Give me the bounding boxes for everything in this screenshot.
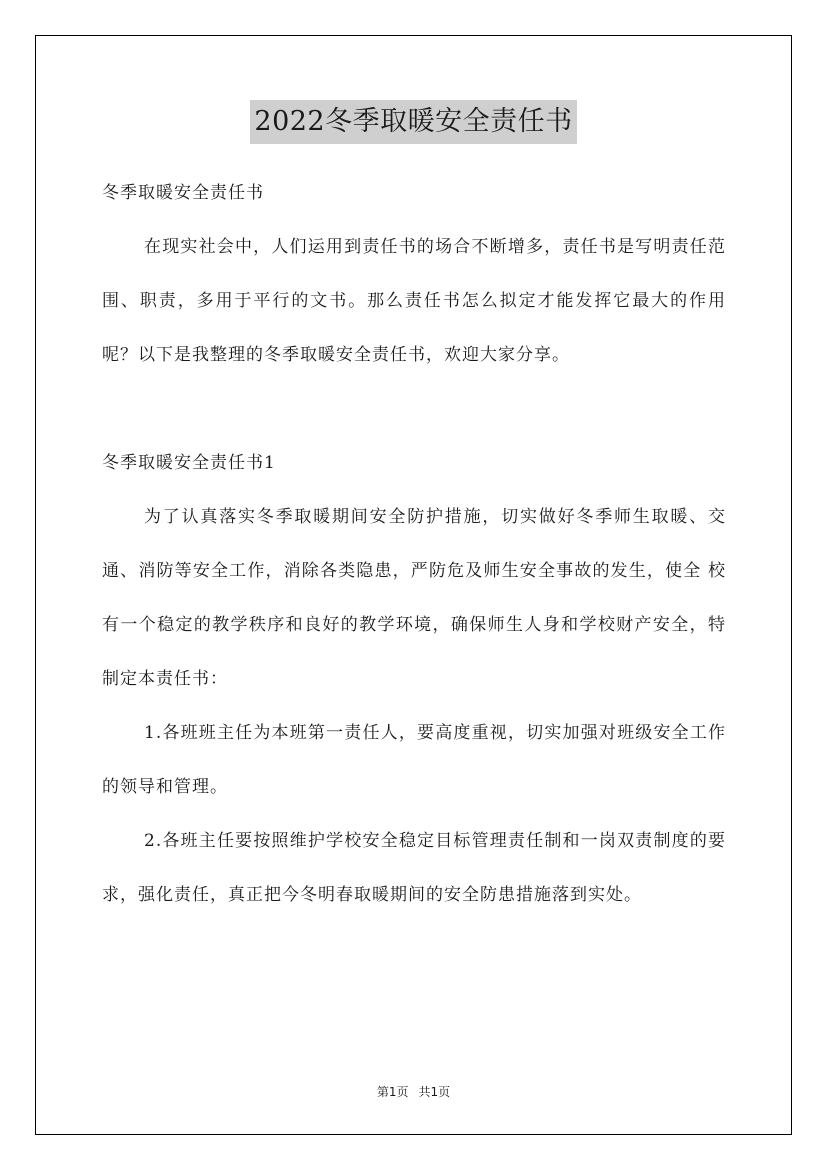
body-paragraph: 为了认真落实冬季取暖期间安全防护措施，切实做好冬季师生取暖、交通、消防等安全工作，消除各类隐患，严防危及师生安全事故的发生，使全 校有一个稳定的教学秩序和良好的教学环境，确保师生人身和学校财产安全，特制定本责任书：	[102, 507, 726, 689]
document-body	[102, 166, 726, 922]
intro-paragraph: 在现实社会中，人们运用到责任书的场合不断增多，责任书是写明责任范围、职责，多用于平行的文书。那么责任书怎么拟定才能发挥它最大的作用呢？以下是我整理的冬季取暖安全责任书，欢迎大家分享。	[102, 237, 726, 365]
page-number: 第1页	[376, 1085, 409, 1099]
list-item-2: 2.各班主任要按照维护学校安全稳定目标管理责任制和一岗双责制度的要求，强化责任，真正把今冬明春取暖期间的安全防患措施落到实处。	[102, 831, 726, 905]
blank-line	[102, 382, 726, 436]
list-item-1: 1.各班班主任为本班第一责任人，要高度重视，切实加强对班级安全工作的领导和管理。	[102, 723, 726, 797]
section-heading: 冬季取暖安全责任书	[102, 183, 264, 203]
page-footer	[0, 1083, 827, 1100]
page-total: 共1页	[418, 1085, 451, 1099]
document-title: 2022冬季取暖安全责任书	[250, 100, 576, 144]
section-heading-1: 冬季取暖安全责任书1	[102, 453, 276, 473]
title-container	[0, 100, 827, 144]
